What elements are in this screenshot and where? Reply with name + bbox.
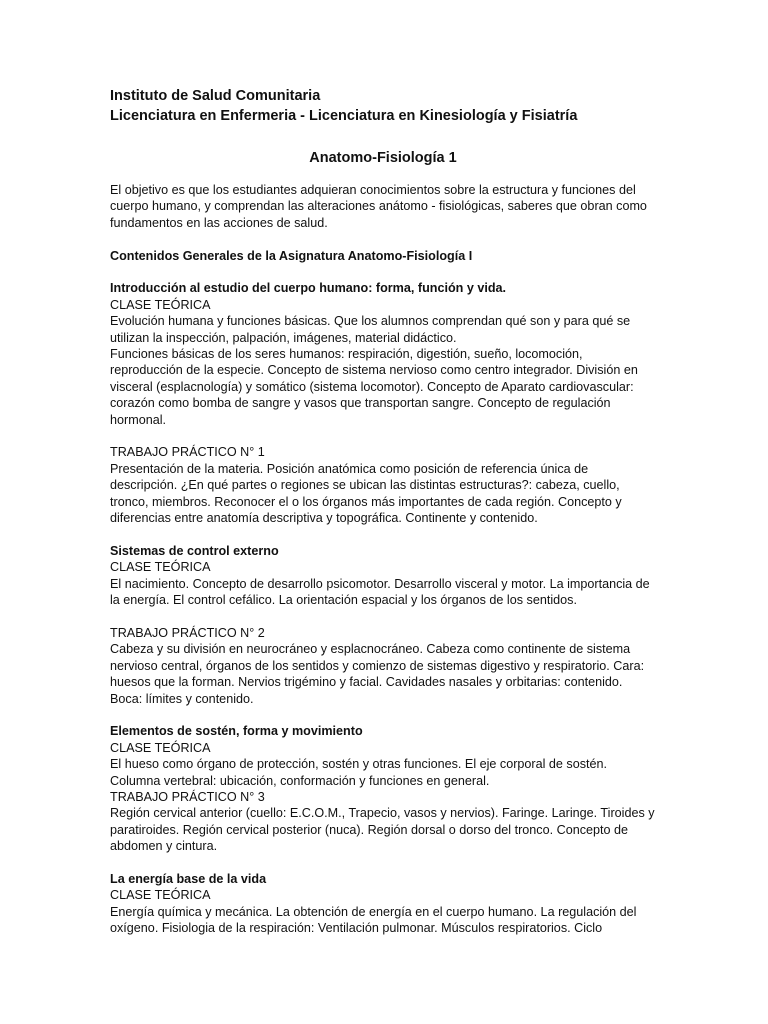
- section-heading: Sistemas de control externo: [110, 543, 279, 558]
- section-control-externo: [110, 543, 656, 707]
- document-title: Anatomo-Fisiología 1: [309, 150, 457, 166]
- practice-label: TRABAJO PRÁCTICO N° 2: [110, 625, 265, 640]
- practice-label: TRABAJO PRÁCTICO N° 3: [110, 789, 265, 804]
- theory-text: El nacimiento. Concepto de desarrollo psicomotor. Desarrollo visceral y motor. La importancia de la energía. El control cefálico. La orientación espacial y los órganos de los sentidos.: [110, 576, 650, 608]
- theory-text: Energía química y mecánica. La obtención de energía en el cuerpo humano. La regulación del oxígeno. Fisiologia de la respiración: Ventilación pulmonar. Músculos respiratorios. Ciclo: [110, 904, 637, 936]
- practice-text: Presentación de la materia. Posición anatómica como posición de referencia única de descripción. ¿En qué partes o regiones se ubican las distintas estructuras?: cabeza, cuello, tronco, miembros. Reconocer el o los órganos más importantes de cada región. Concepto y diferencias entre anatomía descriptiva y topográfica. Continente y contenido.: [110, 461, 622, 526]
- intro-paragraph: El objetivo es que los estudiantes adquieran conocimientos sobre la estructura y funciones del cuerpo humano, y comprendan las alteraciones anátomo - fisiológicas, saberes que obran como fundamentos en las acciones de salud.: [110, 183, 647, 230]
- theory-text: Evolución humana y funciones básicas. Que los alumnos comprendan qué son y para qué se utilizan la inspección, palpación, imágenes, material didáctico.: [110, 314, 631, 345]
- section-heading: La energía base de la vida: [110, 871, 267, 886]
- section-introduccion: [110, 280, 656, 526]
- practice-text: Región cervical anterior (cuello: E.C.O.M., Trapecio, vasos y nervios). Faringe. Laringe. Tiroides y paratiroides. Región cervical posterior (nuca). Región dorsal o dorso del tronco. Concepto de abdomen y cintura.: [110, 806, 655, 854]
- theory-label: CLASE TEÓRICA: [110, 740, 211, 755]
- theory-text: El hueso como órgano de protección, sostén y otras funciones. El eje corporal de sostén. Columna vertebral: ubicación, conformación y funciones en general.: [110, 757, 608, 788]
- practice-text: Cabeza y su división en neurocráneo y esplacnocráneo. Cabeza como continente de sistema nervioso central, órganos de los sentidos y comienzo de sistemas digestivo y respiratorio. Cara: huesos que la forman. Nervios trigémino y facial. Cavidades nasales y orbitarias: contenido. Boca: límites y contenido.: [110, 642, 645, 706]
- section-heading: Introducción al estudio del cuerpo humano: forma, función y vida.: [110, 281, 507, 296]
- theory-label: CLASE TEÓRICA: [110, 888, 211, 903]
- contents-heading: Contenidos Generales de la Asignatura Anatomo-Fisiología I: [110, 248, 473, 263]
- theory-text: Funciones básicas de los seres humanos: respiración, digestión, sueño, locomoción, reproducción de la especie. Concepto de sistema nervioso como centro integrador. División en visceral (esplacnología) y somático (sistema locomotor). Concepto de Aparato cardiovascular: corazón como bomba de sangre y vasos que transportan sangre. Concepto de regulación hormonal.: [110, 347, 638, 427]
- section-sosten: [110, 723, 656, 854]
- section-energia: [110, 871, 656, 937]
- document-page: [110, 86, 656, 937]
- theory-label: CLASE TEÓRICA: [110, 560, 211, 575]
- section-heading: Elementos de sostén, forma y movimiento: [110, 724, 363, 739]
- institute-name: Instituto de Salud Comunitaria: [110, 88, 321, 104]
- practice-label: TRABAJO PRÁCTICO N° 1: [110, 445, 265, 460]
- theory-label: CLASE TEÓRICA: [110, 297, 211, 312]
- program-names: Licenciatura en Enfermeria - Licenciatura en Kinesiología y Fisiatría: [110, 108, 578, 124]
